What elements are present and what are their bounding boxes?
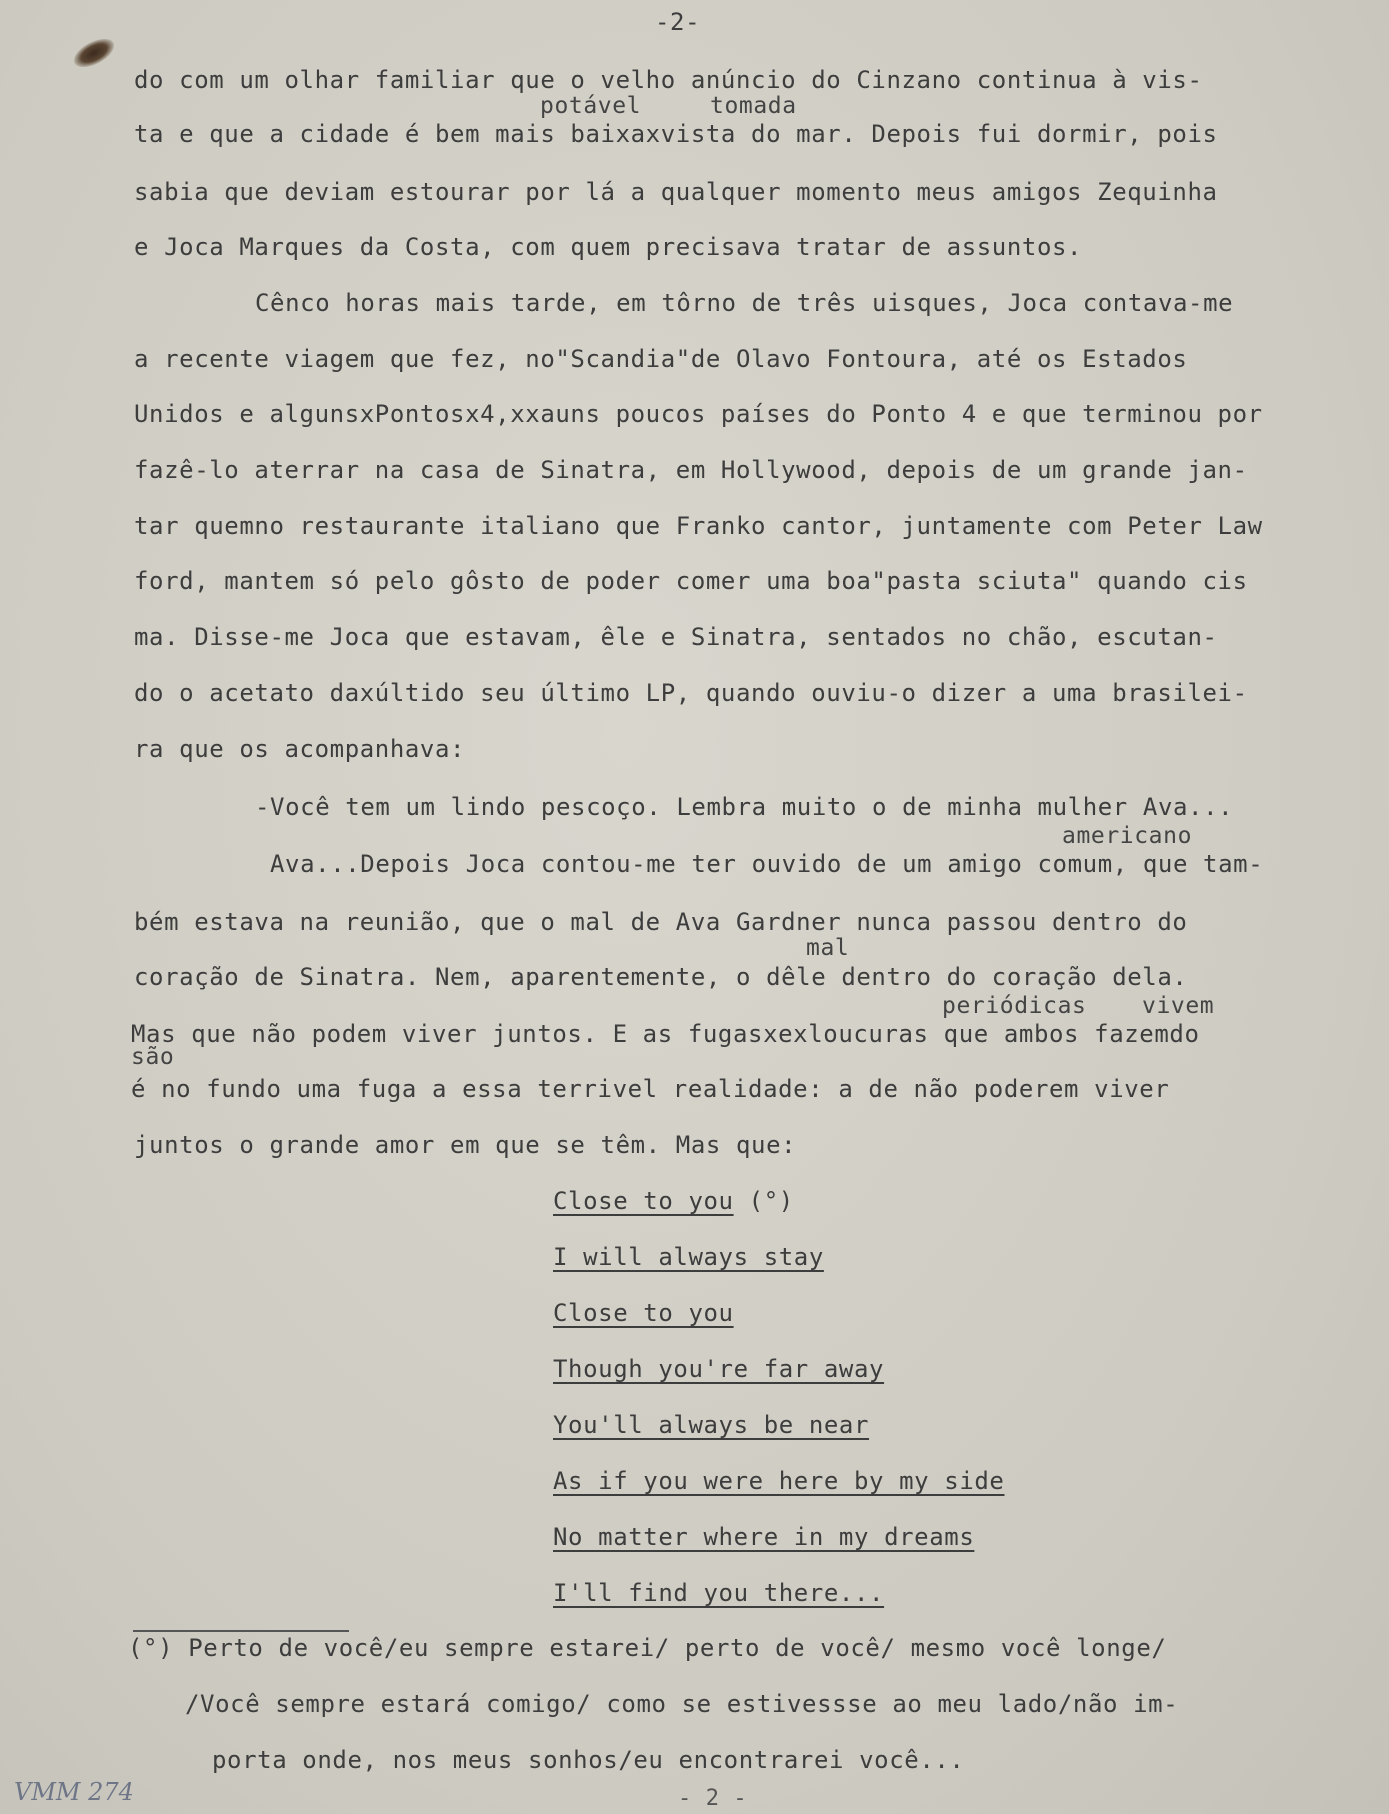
song-line-5: You'll always be near — [553, 1411, 870, 1439]
body-line-8: fazê-lo aterrar na casa de Sinatra, em Hollywood, depois de um grande jan- — [134, 456, 1248, 484]
body-line-13: ra que os acompanhava: — [134, 735, 466, 763]
song-footnote-marker: (°) — [748, 1187, 794, 1215]
body-line-3: sabia que deviam estourar por lá a qualquer momento meus amigos Zequinha — [134, 178, 1218, 206]
body-line-15: Ava...Depois Joca contou-me ter ouvido de um amigo comum, que tam- — [270, 850, 1264, 878]
song-line-8: I'll find you there... — [553, 1579, 885, 1607]
body-line-12: do o acetato daxúltido seu último LP, quando ouviu-o dizer a uma brasilei- — [134, 679, 1248, 707]
song-line-1 — [553, 1187, 794, 1215]
body-line-10: ford, mantem só pelo gôsto de poder comer uma boa"pasta sciuta" quando cis — [134, 567, 1248, 595]
page-number-top: -2- — [655, 8, 701, 36]
body-line-7: Unidos e algunsxPontosx4,xxauns poucos países do Ponto 4 e que terminou por — [134, 400, 1263, 428]
body-line-18: Mas que não podem viver juntos. E as fugasxexloucuras que ambos fazemdo — [131, 1020, 1200, 1048]
song-line-4: Though you're far away — [553, 1355, 885, 1383]
footnote-rule — [133, 1630, 349, 1632]
body-line-1: do com um olhar familiar que o velho anúncio do Cinzano continua à vis- — [134, 66, 1203, 94]
footnote-line-2: /Você sempre estará comigo/ como se estivessse ao meu lado/não im- — [185, 1690, 1179, 1718]
body-line-5: Cênco horas mais tarde, em tôrno de três uisques, Joca contava-me — [255, 289, 1234, 317]
body-line-4: e Joca Marques da Costa, com quem precisava tratar de assuntos. — [134, 233, 1083, 261]
song-text: Close to you — [553, 1187, 734, 1215]
body-line-2: ta e que a cidade é bem mais baixaxvista do mar. Depois fui dormir, pois — [134, 120, 1218, 148]
footnote-line-1 — [128, 1634, 1166, 1662]
body-line-11: ma. Disse-me Joca que estavam, êle e Sinatra, sentados no chão, escutan- — [134, 623, 1218, 651]
quote-line: -Você tem um lindo pescoço. Lembra muito o de minha mulher Ava... — [255, 793, 1234, 821]
song-line-2: I will always stay — [553, 1243, 824, 1271]
body-line-17: coração de Sinatra. Nem, aparentemente, o dêle dentro do coração dela. — [134, 963, 1188, 991]
song-line-3: Close to you — [553, 1299, 734, 1327]
insertion-tomada: tomada — [710, 93, 797, 119]
body-line-16: bém estava na reunião, que o mal de Ava Gardner nunca passou dentro do — [134, 908, 1188, 936]
footnote-line-3: porta onde, nos meus sonhos/eu encontrarei você... — [212, 1746, 965, 1774]
footnote-marker: (°) — [128, 1634, 174, 1662]
footnote-text: Perto de você/eu sempre estarei/ perto de você/ mesmo você longe/ — [188, 1634, 1167, 1662]
body-line-6: a recente viagem que fez, no"Scandia"de Olavo Fontoura, até os Estados — [134, 345, 1188, 373]
insertion-americano: americano — [1062, 823, 1193, 849]
page-number-bottom: - 2 - — [678, 1786, 748, 1811]
body-line-20: juntos o grande amor em que se têm. Mas que: — [134, 1131, 797, 1159]
insertion-potavel: potável — [540, 93, 642, 119]
song-line-7: No matter where in my dreams — [553, 1523, 975, 1551]
insertion-sao: são — [131, 1044, 175, 1070]
insertion-mal: mal — [806, 935, 850, 961]
song-line-6: As if you were here by my side — [553, 1467, 1005, 1495]
body-line-19: é no fundo uma fuga a essa terrivel realidade: a de não poderem viver — [131, 1075, 1170, 1103]
insertion-periodicas: periódicas — [942, 993, 1087, 1019]
archive-code: VMM 274 — [14, 1778, 134, 1806]
body-line-9: tar quemno restaurante italiano que Franko cantor, juntamente com Peter Law — [134, 512, 1263, 540]
insertion-vivem: vivem — [1142, 993, 1215, 1019]
ink-stain — [69, 33, 118, 73]
